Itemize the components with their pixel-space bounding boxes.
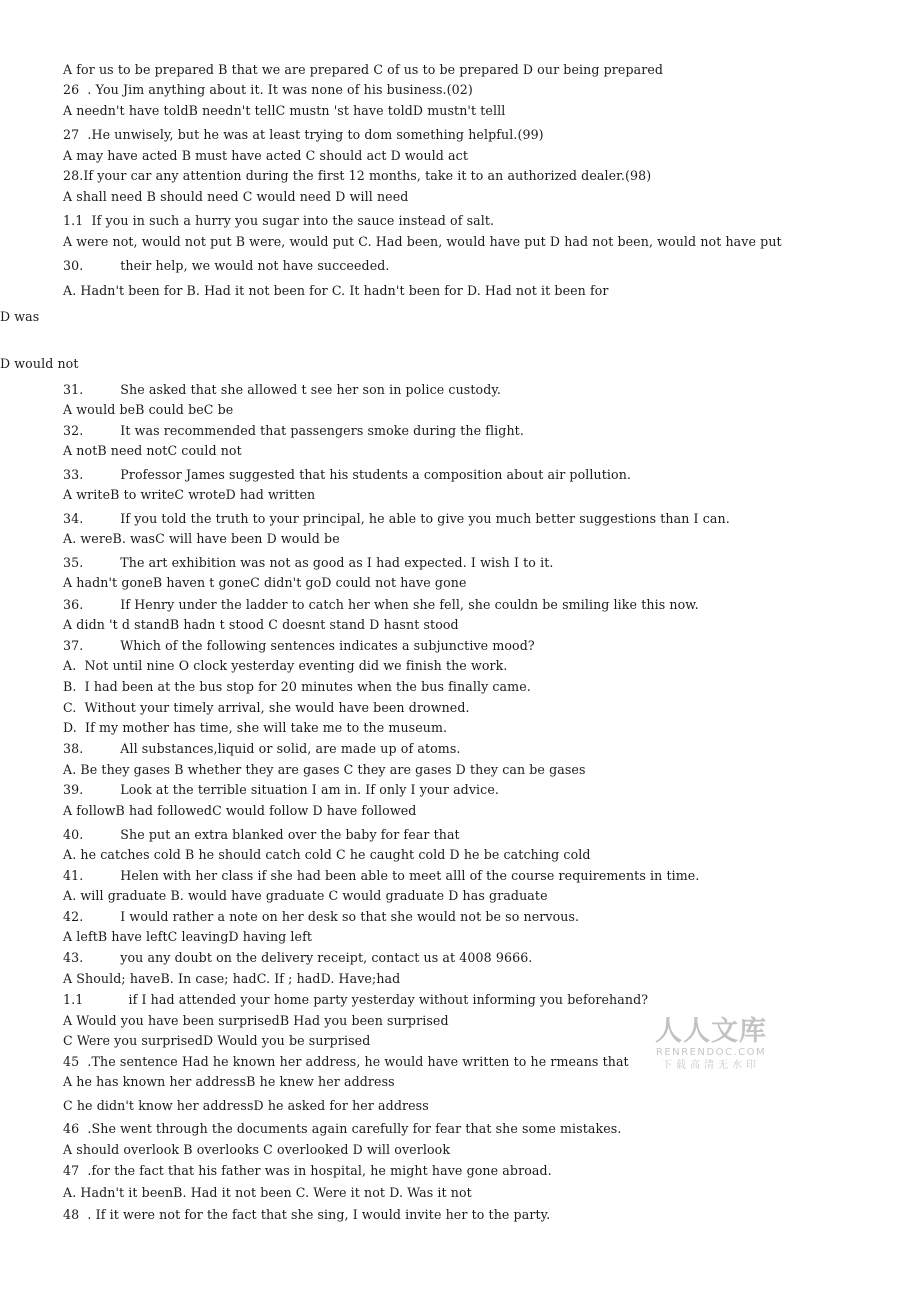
text-line: 43. you any doubt on the delivery receipt, contact us at 4008 9666. [63, 950, 533, 965]
text-line: A Would you have been surprisedB Had you been surprised [63, 1013, 449, 1028]
text-line: 46 .She went through the documents again carefully for fear that she some mistakes. [63, 1121, 622, 1136]
text-line: A. Not until nine O clock yesterday eventing did we finish the work. [63, 658, 508, 673]
text-line: 31. She asked that she allowed t see her son in police custody. [63, 382, 501, 397]
text-line: A followB had followedC would follow D have followed [63, 803, 417, 818]
text-line: A he has known her addressB he knew her address [63, 1074, 395, 1089]
text-line: A for us to be prepared B that we are prepared C of us to be prepared D our being prepared [63, 62, 664, 77]
text-line: 38. All substances,liquid or solid, are made up of atoms. [63, 741, 461, 756]
watermark-title: 人人文库 [655, 1016, 767, 1047]
text-line: A writeB to writeC wroteD had written [63, 487, 316, 502]
text-line: A needn't have toldB needn't tellC mustn 'st have toldD mustn't telll [63, 103, 506, 118]
watermark-logo [647, 1017, 775, 1072]
text-line: 47 .for the fact that his father was in hospital, he might have gone abroad. [63, 1163, 552, 1178]
text-line: A may have acted B must have acted C should act D would act [63, 148, 468, 163]
text-line: C he didn't know her addressD he asked for her address [63, 1098, 429, 1113]
text-line: A. wereB. wasC will have been D would be [63, 531, 340, 546]
text-line: D. If my mother has time, she will take me to the museum. [63, 720, 448, 735]
watermark-subtitle: 下载高清无水印 [662, 1060, 760, 1071]
text-line: 40. She put an extra blanked over the baby for fear that [63, 827, 460, 842]
text-line: 33. Professor James suggested that his students a composition about air pollution. [63, 467, 632, 482]
text-line: A. he catches cold B he should catch cold C he caught cold D he be catching cold [63, 847, 591, 862]
text-line: B. I had been at the bus stop for 20 minutes when the bus finally came. [63, 679, 531, 694]
text-line: A should overlook B overlooks C overlooked D will overlook [63, 1142, 451, 1157]
text-line: 37. Which of the following sentences indicates a subjunctive mood? [63, 638, 535, 653]
text-line: 1.1 If you in such a hurry you sugar into the sauce instead of salt. [63, 213, 495, 228]
text-line: 41. Helen with her class if she had been able to meet alll of the course requirements in time. [63, 868, 700, 883]
text-line: 36. If Henry under the ladder to catch her when she fell, she couldn be smiling like this now. [63, 597, 699, 612]
text-line: D would not [0, 356, 79, 371]
text-line: 26 . You Jim anything about it. It was none of his business.(02) [63, 82, 473, 97]
text-line: C Were you surprisedD Would you be surprised [63, 1033, 371, 1048]
text-line: A. Be they gases B whether they are gases C they are gases D they can be gases [63, 762, 586, 777]
text-line: A didn 't d standB hadn t stood C doesnt stand D hasnt stood [63, 617, 459, 632]
text-line: 28.If your car any attention during the first 12 months, take it to an authorized dealer.(98) [63, 168, 652, 183]
text-line: A. Hadn't it beenB. Had it not been C. Were it not D. Was it not [63, 1185, 472, 1200]
text-line: A leftB have leftC leavingD having left [63, 929, 313, 944]
text-line: 42. I would rather a note on her desk so that she would not be so nervous. [63, 909, 580, 924]
text-line: 27 .He unwisely, but he was at least trying to dom something helpful.(99) [63, 127, 544, 142]
text-line: D was [0, 309, 40, 324]
text-line: 34. If you told the truth to your principal, he able to give you much better suggestions than I can. [63, 511, 730, 526]
text-line: A would beB could beC be [63, 402, 234, 417]
text-line: A. Hadn't been for B. Had it not been for C. It hadn't been for D. Had not it been for [63, 283, 609, 298]
text-line: 48 . If it were not for the fact that she sing, I would invite her to the party. [63, 1207, 551, 1222]
text-line: A shall need B should need C would need D will need [63, 189, 409, 204]
text-line: 1.1 if I had attended your home party yesterday without informing you beforehand? [63, 992, 649, 1007]
text-line: 39. Look at the terrible situation I am in. If only I your advice. [63, 782, 499, 797]
text-line: C. Without your timely arrival, she would have been drowned. [63, 700, 470, 715]
text-line: A hadn't goneB haven t goneC didn't goD could not have gone [63, 575, 467, 590]
text-line: 30. their help, we would not have succeeded. [63, 258, 390, 273]
text-line: A notB need notC could not [63, 443, 242, 458]
watermark-url: RENRENDOC.COM [655, 1047, 767, 1058]
text-line: 35. The art exhibition was not as good as I had expected. I wish I to it. [63, 555, 554, 570]
text-line: 45 .The sentence Had he known her address, he would have written to he rmeans that [63, 1054, 629, 1069]
text-line: A Should; haveB. In case; hadC. If ; hadD. Have;had [63, 971, 401, 986]
text-line: A. will graduate B. would have graduate C would graduate D has graduate [63, 888, 548, 903]
text-line: A were not, would not put B were, would put C. Had been, would have put D had not been, would not have put [63, 234, 782, 249]
text-line: 32. It was recommended that passengers smoke during the flight. [63, 423, 524, 438]
